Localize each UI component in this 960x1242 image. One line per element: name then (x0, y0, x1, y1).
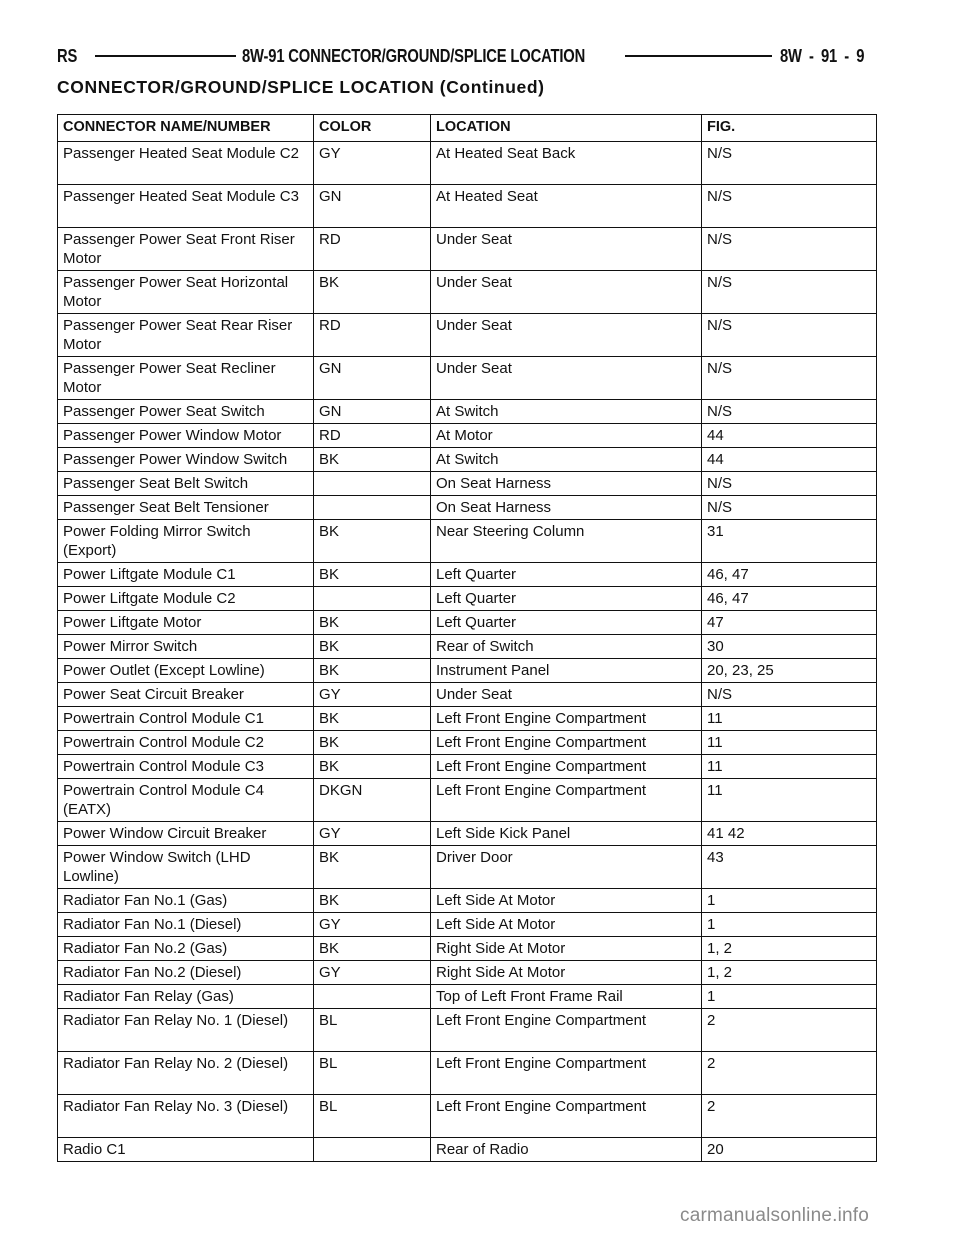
cell-name: Passenger Power Window Motor (58, 424, 314, 448)
cell-color: BK (314, 520, 431, 563)
cell-name: Power Liftgate Module C2 (58, 587, 314, 611)
cell-location: Left Side Kick Panel (431, 822, 702, 846)
cell-color (314, 496, 431, 520)
cell-color: RD (314, 424, 431, 448)
cell-color: RD (314, 314, 431, 357)
connector-location-table (57, 114, 877, 1162)
cell-fig: N/S (702, 228, 877, 271)
cell-name: Passenger Power Seat Recliner Motor (58, 357, 314, 400)
table-row (58, 472, 877, 496)
cell-name: Radiator Fan No.2 (Diesel) (58, 961, 314, 985)
cell-name: Radiator Fan No.1 (Diesel) (58, 913, 314, 937)
cell-name: Power Liftgate Module C1 (58, 563, 314, 587)
cell-color: BK (314, 563, 431, 587)
cell-name: Power Liftgate Motor (58, 611, 314, 635)
table-row (58, 889, 877, 913)
cell-name: Passenger Power Window Switch (58, 448, 314, 472)
page-title: 8W-91 CONNECTOR/GROUND/SPLICE LOCATION (242, 45, 586, 66)
cell-location: Left Front Engine Compartment (431, 1009, 702, 1052)
page-number: 8W - 91 - 9 (779, 45, 865, 66)
cell-fig: N/S (702, 496, 877, 520)
cell-fig: 2 (702, 1095, 877, 1138)
cell-color (314, 1138, 431, 1162)
cell-location: Left Quarter (431, 563, 702, 587)
cell-fig: 44 (702, 424, 877, 448)
table-row (58, 1009, 877, 1052)
cell-color: BK (314, 707, 431, 731)
cell-color: BK (314, 889, 431, 913)
watermark: carmanualsonline.info (680, 1205, 870, 1226)
table-row (58, 496, 877, 520)
cell-name: Radiator Fan Relay No. 2 (Diesel) (58, 1052, 314, 1095)
cell-name: Passenger Power Seat Horizontal Motor (58, 271, 314, 314)
cell-fig: N/S (702, 472, 877, 496)
column-header-location: LOCATION (431, 115, 702, 142)
cell-fig: 1, 2 (702, 937, 877, 961)
table-row (58, 271, 877, 314)
cell-color (314, 587, 431, 611)
cell-location: Rear of Switch (431, 635, 702, 659)
cell-color: BL (314, 1052, 431, 1095)
cell-fig: 43 (702, 846, 877, 889)
cell-name: Radiator Fan No.2 (Gas) (58, 937, 314, 961)
cell-color: BL (314, 1095, 431, 1138)
table-row (58, 985, 877, 1009)
table-row (58, 520, 877, 563)
cell-location: Under Seat (431, 228, 702, 271)
cell-fig: N/S (702, 185, 877, 228)
table-row (58, 563, 877, 587)
cell-fig: 11 (702, 755, 877, 779)
cell-color: BK (314, 659, 431, 683)
cell-fig: N/S (702, 357, 877, 400)
section-title: CONNECTOR/GROUND/SPLICE LOCATION (Continued) (57, 77, 545, 97)
cell-fig: 30 (702, 635, 877, 659)
cell-name: Radiator Fan Relay No. 1 (Diesel) (58, 1009, 314, 1052)
cell-color: BK (314, 611, 431, 635)
cell-location: Left Front Engine Compartment (431, 1052, 702, 1095)
page-header (57, 44, 875, 68)
cell-color: GN (314, 400, 431, 424)
cell-location: Left Front Engine Compartment (431, 731, 702, 755)
cell-fig: 2 (702, 1009, 877, 1052)
cell-location: Top of Left Front Frame Rail (431, 985, 702, 1009)
cell-location: Left Front Engine Compartment (431, 707, 702, 731)
table-row (58, 937, 877, 961)
cell-fig: 20 (702, 1138, 877, 1162)
cell-fig: 47 (702, 611, 877, 635)
table-row (58, 822, 877, 846)
cell-fig: N/S (702, 142, 877, 185)
cell-location: Instrument Panel (431, 659, 702, 683)
table-row (58, 228, 877, 271)
table-row (58, 1138, 877, 1162)
cell-name: Power Mirror Switch (58, 635, 314, 659)
cell-name: Power Window Switch (LHD Lowline) (58, 846, 314, 889)
cell-location: At Motor (431, 424, 702, 448)
column-header-color: COLOR (314, 115, 431, 142)
cell-fig: N/S (702, 683, 877, 707)
cell-fig: 11 (702, 731, 877, 755)
table-row (58, 1052, 877, 1095)
cell-fig: 11 (702, 779, 877, 822)
cell-color: GN (314, 185, 431, 228)
cell-name: Passenger Heated Seat Module C2 (58, 142, 314, 185)
cell-location: On Seat Harness (431, 472, 702, 496)
cell-location: Left Front Engine Compartment (431, 779, 702, 822)
cell-color: GN (314, 357, 431, 400)
cell-name: Passenger Heated Seat Module C3 (58, 185, 314, 228)
table-row (58, 755, 877, 779)
table-header-row (58, 115, 877, 142)
cell-name: Passenger Power Seat Rear Riser Motor (58, 314, 314, 357)
cell-name: Powertrain Control Module C2 (58, 731, 314, 755)
cell-name: Passenger Power Seat Switch (58, 400, 314, 424)
cell-fig: 1 (702, 913, 877, 937)
cell-fig: 20, 23, 25 (702, 659, 877, 683)
table-row (58, 448, 877, 472)
cell-location: At Heated Seat Back (431, 142, 702, 185)
column-header-name: CONNECTOR NAME/NUMBER (58, 115, 314, 142)
cell-location: Near Steering Column (431, 520, 702, 563)
cell-location: Left Front Engine Compartment (431, 1095, 702, 1138)
table-row (58, 611, 877, 635)
cell-name: Radiator Fan Relay No. 3 (Diesel) (58, 1095, 314, 1138)
cell-color: GY (314, 683, 431, 707)
table-row (58, 683, 877, 707)
cell-name: Power Folding Mirror Switch (Export) (58, 520, 314, 563)
table-row (58, 846, 877, 889)
page-number-wrap (780, 46, 875, 67)
cell-color: GY (314, 913, 431, 937)
table-row (58, 1095, 877, 1138)
table-row (58, 961, 877, 985)
cell-fig: 1 (702, 889, 877, 913)
cell-location: Left Front Engine Compartment (431, 755, 702, 779)
table-row (58, 185, 877, 228)
cell-location: Under Seat (431, 357, 702, 400)
cell-fig: 1 (702, 985, 877, 1009)
cell-name: Passenger Seat Belt Switch (58, 472, 314, 496)
header-rule-right (625, 55, 772, 57)
cell-location: Driver Door (431, 846, 702, 889)
cell-name: Passenger Power Seat Front Riser Motor (58, 228, 314, 271)
cell-name: Power Window Circuit Breaker (58, 822, 314, 846)
table-row (58, 779, 877, 822)
cell-name: Power Outlet (Except Lowline) (58, 659, 314, 683)
cell-location: Under Seat (431, 314, 702, 357)
cell-color: BL (314, 1009, 431, 1052)
cell-fig: 31 (702, 520, 877, 563)
cell-color (314, 985, 431, 1009)
cell-color: RD (314, 228, 431, 271)
header-rule-left (95, 55, 237, 57)
cell-location: Left Side At Motor (431, 913, 702, 937)
cell-fig: N/S (702, 314, 877, 357)
table-row (58, 314, 877, 357)
table-row (58, 142, 877, 185)
table-row (58, 659, 877, 683)
cell-name: Radio C1 (58, 1138, 314, 1162)
cell-location: Right Side At Motor (431, 937, 702, 961)
cell-location: Rear of Radio (431, 1138, 702, 1162)
cell-name: Powertrain Control Module C1 (58, 707, 314, 731)
table-row (58, 635, 877, 659)
table-row (58, 357, 877, 400)
cell-name: Powertrain Control Module C4 (EATX) (58, 779, 314, 822)
cell-location: At Heated Seat (431, 185, 702, 228)
table-row (58, 731, 877, 755)
table-row (58, 587, 877, 611)
cell-color: DKGN (314, 779, 431, 822)
table-row (58, 707, 877, 731)
cell-color: BK (314, 271, 431, 314)
cell-location: Left Quarter (431, 611, 702, 635)
cell-location: At Switch (431, 448, 702, 472)
cell-color: BK (314, 937, 431, 961)
cell-color: GY (314, 142, 431, 185)
cell-fig: N/S (702, 400, 877, 424)
cell-color: BK (314, 635, 431, 659)
cell-location: At Switch (431, 400, 702, 424)
column-header-fig: FIG. (702, 115, 877, 142)
table-row (58, 424, 877, 448)
cell-color: BK (314, 755, 431, 779)
cell-color: BK (314, 731, 431, 755)
cell-fig: 41 42 (702, 822, 877, 846)
table-row (58, 400, 877, 424)
cell-name: Power Seat Circuit Breaker (58, 683, 314, 707)
cell-location: Left Side At Motor (431, 889, 702, 913)
cell-fig: 11 (702, 707, 877, 731)
cell-location: Under Seat (431, 683, 702, 707)
cell-fig: N/S (702, 271, 877, 314)
cell-name: Passenger Seat Belt Tensioner (58, 496, 314, 520)
cell-location: Left Quarter (431, 587, 702, 611)
cell-name: Radiator Fan Relay (Gas) (58, 985, 314, 1009)
table-row (58, 913, 877, 937)
cell-color: GY (314, 961, 431, 985)
cell-name: Radiator Fan No.1 (Gas) (58, 889, 314, 913)
header-title-wrap (242, 46, 625, 67)
cell-color: BK (314, 846, 431, 889)
cell-color: GY (314, 822, 431, 846)
cell-color: BK (314, 448, 431, 472)
cell-location: On Seat Harness (431, 496, 702, 520)
cell-fig: 46, 47 (702, 563, 877, 587)
section-code: RS (57, 45, 78, 66)
cell-color (314, 472, 431, 496)
cell-location: Right Side At Motor (431, 961, 702, 985)
cell-name: Powertrain Control Module C3 (58, 755, 314, 779)
cell-fig: 1, 2 (702, 961, 877, 985)
cell-fig: 46, 47 (702, 587, 877, 611)
cell-fig: 44 (702, 448, 877, 472)
cell-location: Under Seat (431, 271, 702, 314)
cell-fig: 2 (702, 1052, 877, 1095)
